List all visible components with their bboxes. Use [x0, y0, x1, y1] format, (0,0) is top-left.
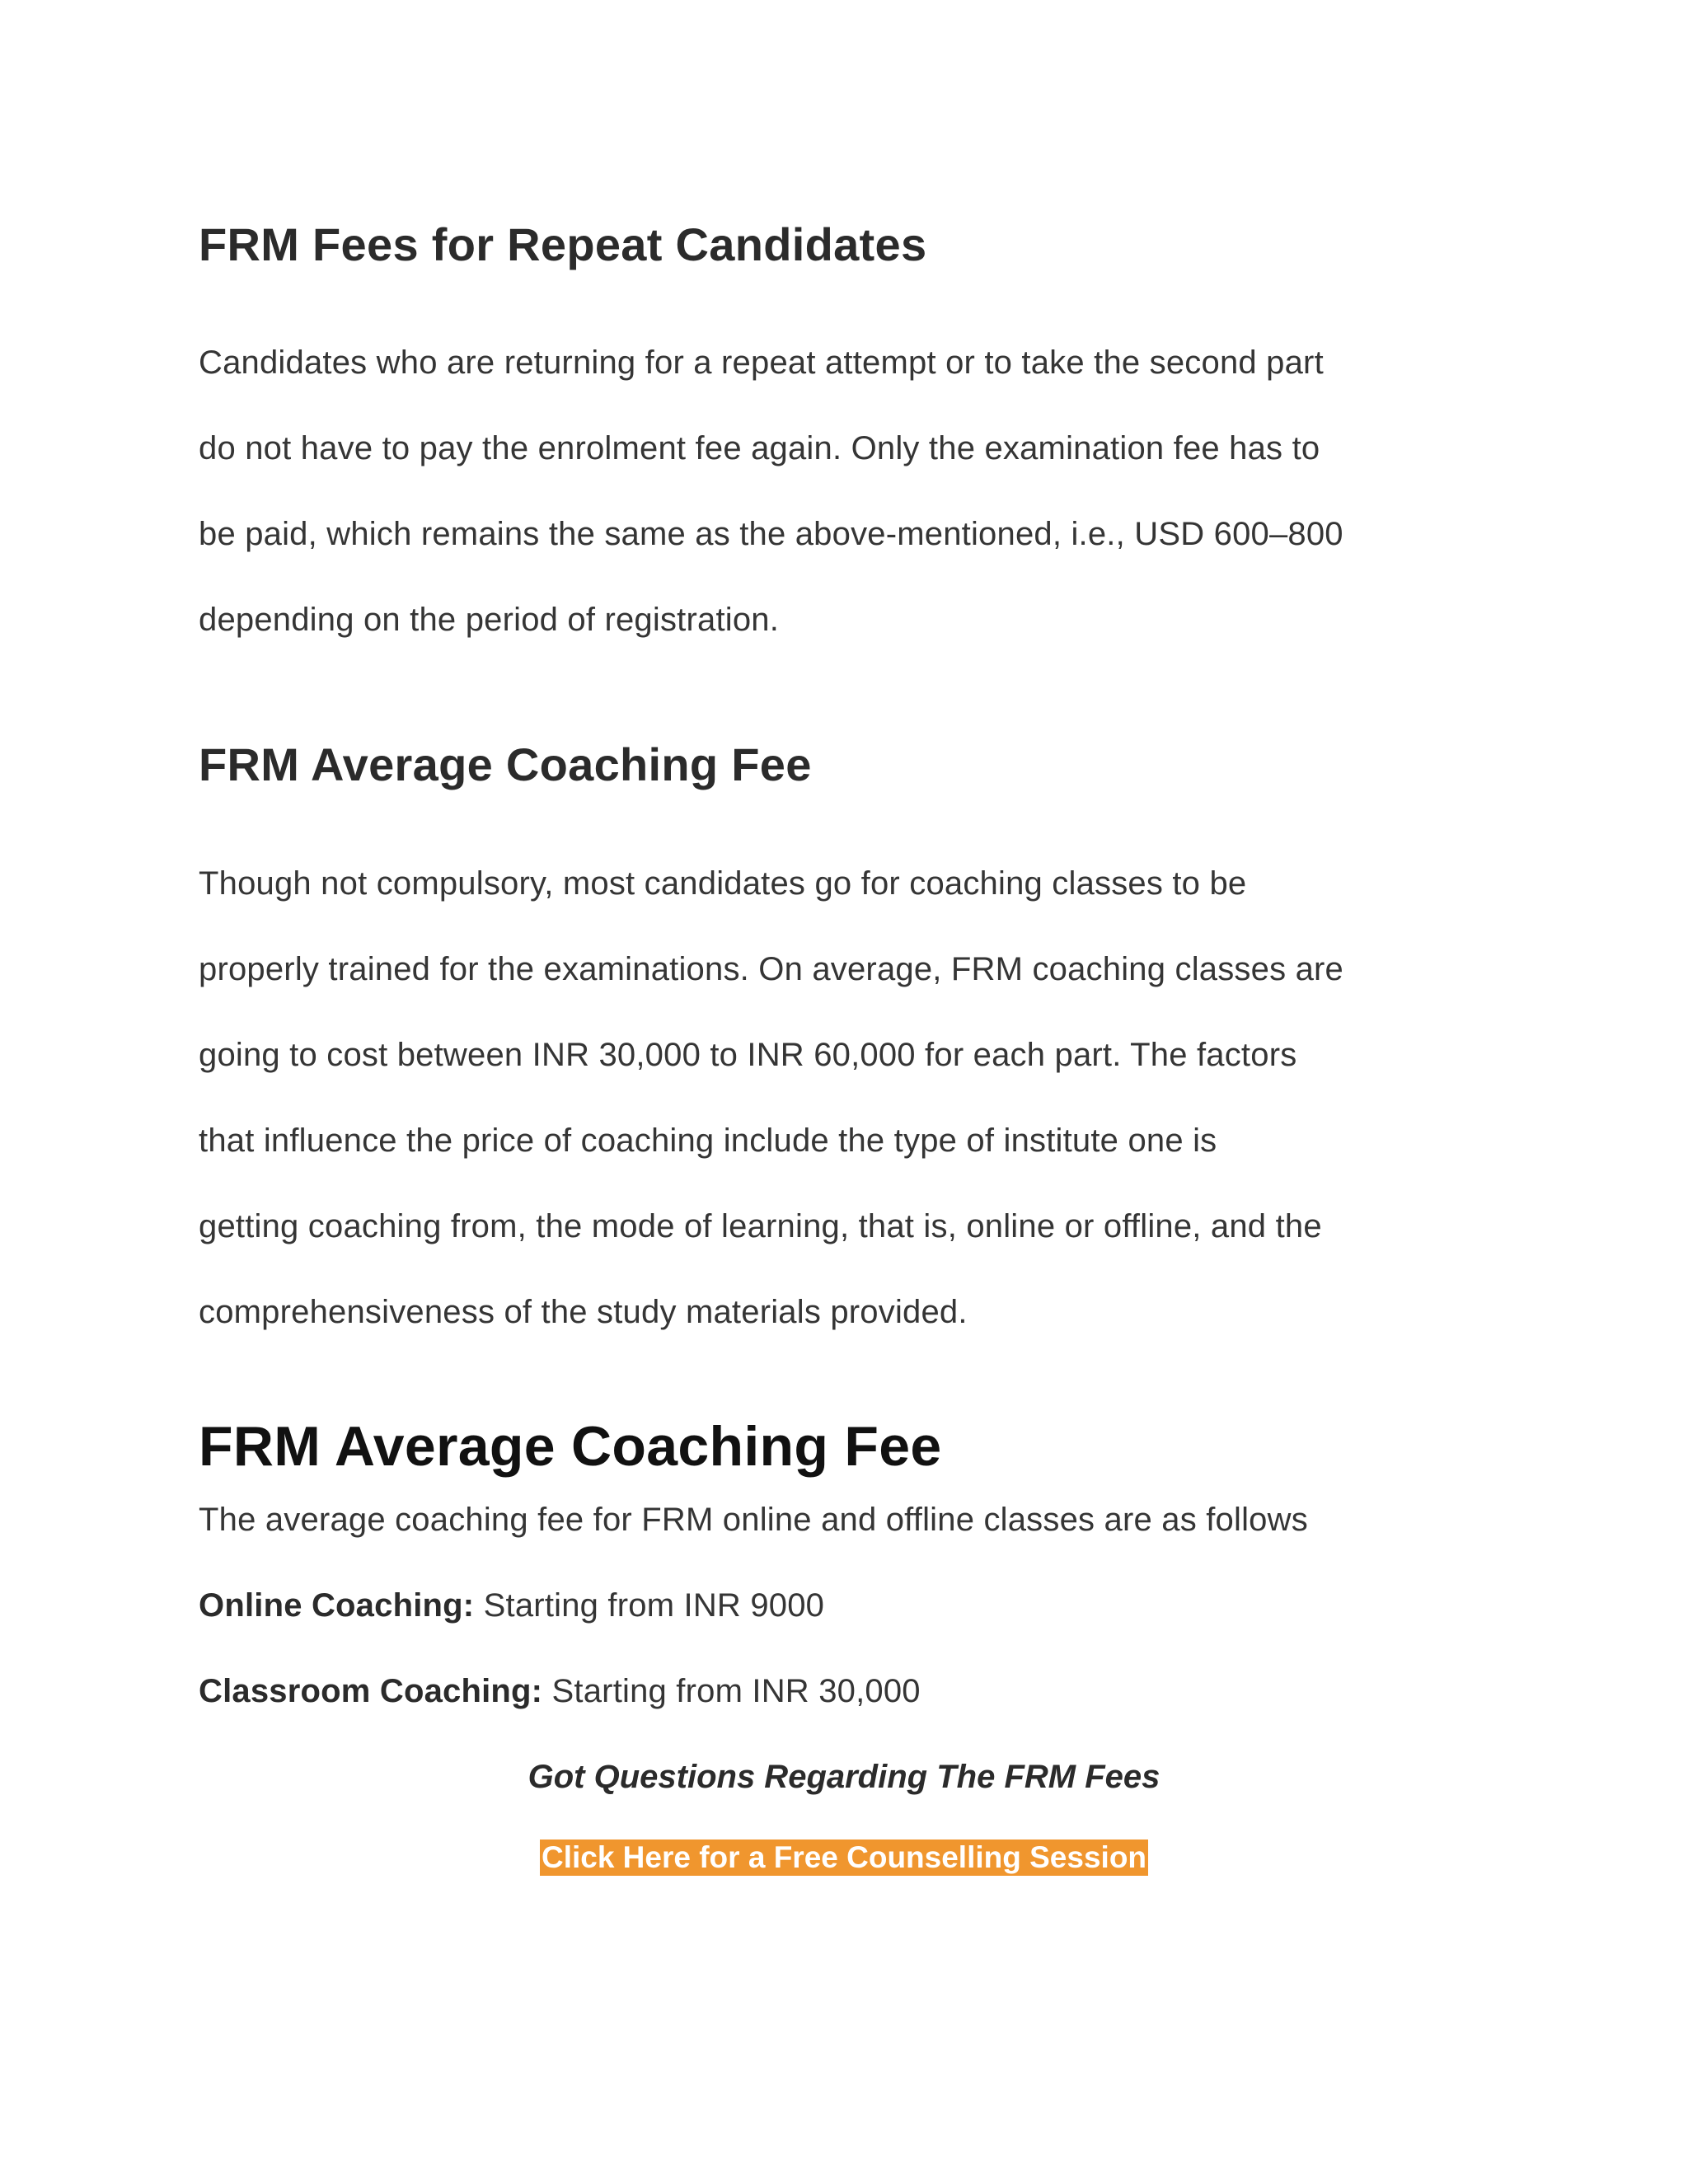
cta-question: Got Questions Regarding The FRM Fees [528, 1759, 1160, 1795]
heading-fee-summary: FRM Average Coaching Fee [199, 1415, 942, 1478]
online-coaching-row [199, 1581, 824, 1630]
paragraph-line: do not have to pay the enrolment fee again. Only the examination fee has to [199, 430, 1320, 466]
paragraph-line: depending on the period of registration. [199, 602, 780, 638]
online-coaching-value: Starting from INR 9000 [483, 1587, 825, 1624]
free-counselling-button[interactable]: Click Here for a Free Counselling Session [541, 1840, 1147, 1874]
fee-summary-intro: The average coaching fee for FRM online and offline classes are as follows [199, 1502, 1308, 1538]
heading-repeat-candidates: FRM Fees for Repeat Candidates [199, 218, 927, 270]
paragraph-line: going to cost between INR 30,000 to INR 60,000 for each part. The factors [199, 1037, 1297, 1073]
online-coaching-label: Online Coaching: [199, 1587, 475, 1624]
paragraph-line: getting coaching from, the mode of learning, that is, online or offline, and the [199, 1208, 1322, 1244]
paragraph-repeat-candidates [199, 320, 1517, 663]
classroom-coaching-value: Starting from INR 30,000 [551, 1673, 921, 1709]
paragraph-line: comprehensiveness of the study materials provided. [199, 1294, 968, 1330]
paragraph-line: Though not compulsory, most candidates go for coaching classes to be [199, 865, 1247, 902]
heading-average-coaching-fee: FRM Average Coaching Fee [199, 738, 812, 790]
paragraph-line: properly trained for the examinations. On average, FRM coaching classes are [199, 951, 1344, 987]
classroom-coaching-row [199, 1666, 921, 1716]
paragraph-line: Candidates who are returning for a repeat attempt or to take the second part [199, 344, 1324, 381]
classroom-coaching-label: Classroom Coaching: [199, 1673, 543, 1709]
paragraph-coaching-fee [199, 841, 1517, 1355]
cta-container [199, 1840, 1489, 1876]
paragraph-line: be paid, which remains the same as the above-mentioned, i.e., USD 600–800 [199, 516, 1343, 552]
paragraph-line: that influence the price of coaching include the type of institute one is [199, 1122, 1217, 1159]
